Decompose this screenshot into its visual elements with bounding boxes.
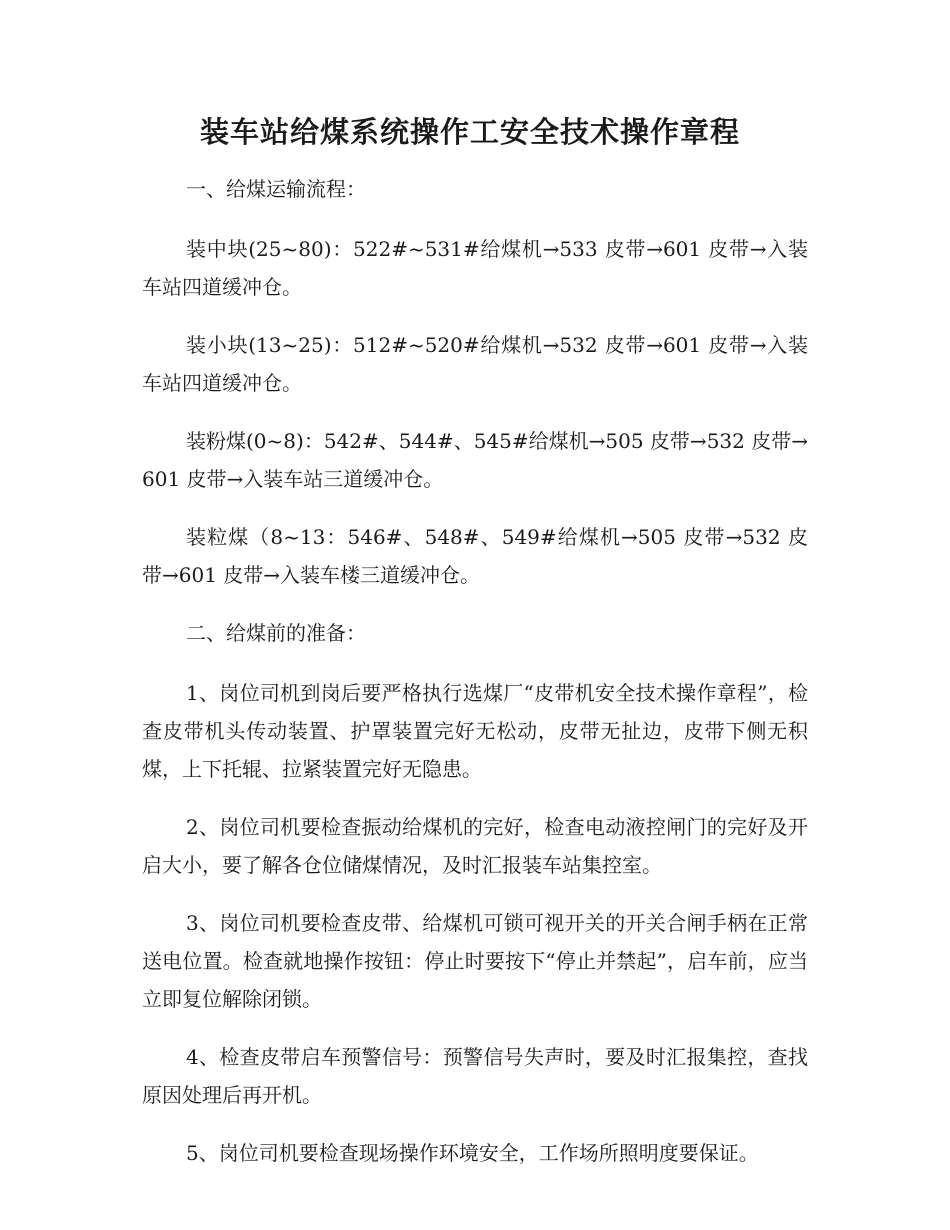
paragraph-medium-lump: 装中块(25~80)：522#~531#给煤机→533 皮带→601 皮带→入装车站四道缓冲仓。	[142, 237, 808, 299]
paragraph-prep-4: 4、检查皮带启车预警信号：预警信号失声时，要及时汇报集控，查找原因处理后再开机。	[142, 1045, 808, 1107]
section-heading-preparation: 二、给煤前的准备：	[186, 621, 366, 645]
document-page	[142, 110, 808, 1192]
document-title: 装车站给煤系统操作工安全技术操作章程	[199, 115, 740, 149]
paragraph-granular-coal: 装粒煤（8~13：546#、548#、549#给煤机→505 皮带→532 皮带→601 皮带→入装车楼三道缓冲仓。	[142, 525, 808, 587]
paragraph-powder-coal: 装粉煤(0~8)：542#、544#、545#给煤机→505 皮带→532 皮带→601 皮带→入装车站三道缓冲仓。	[142, 429, 808, 491]
paragraph-prep-3: 3、岗位司机要检查皮带、给煤机可锁可视开关的开关合闸手柄在正常送电位置。检查就地操作按钮：停止时要按下“停止并禁起”，启车前，应当立即复位解除闭锁。	[142, 911, 808, 1011]
paragraph-small-lump: 装小块(13~25)：512#~520#给煤机→532 皮带→601 皮带→入装车站四道缓冲仓。	[142, 333, 808, 395]
section-heading-flow: 一、给煤运输流程：	[186, 177, 366, 201]
paragraph-prep-2: 2、岗位司机要检查振动给煤机的完好，检查电动液控闸门的完好及开启大小，要了解各仓位储煤情况，及时汇报装车站集控室。	[142, 815, 808, 877]
paragraph-prep-1: 1、岗位司机到岗后要严格执行选煤厂“皮带机安全技术操作章程”，检查皮带机头传动装置、护罩装置完好无松动，皮带无扯边，皮带下侧无积煤，上下托辊、拉紧装置完好无隐患。	[142, 681, 808, 781]
paragraph-prep-5: 5、岗位司机要检查现场操作环境安全，工作场所照明度要保证。	[186, 1141, 759, 1165]
